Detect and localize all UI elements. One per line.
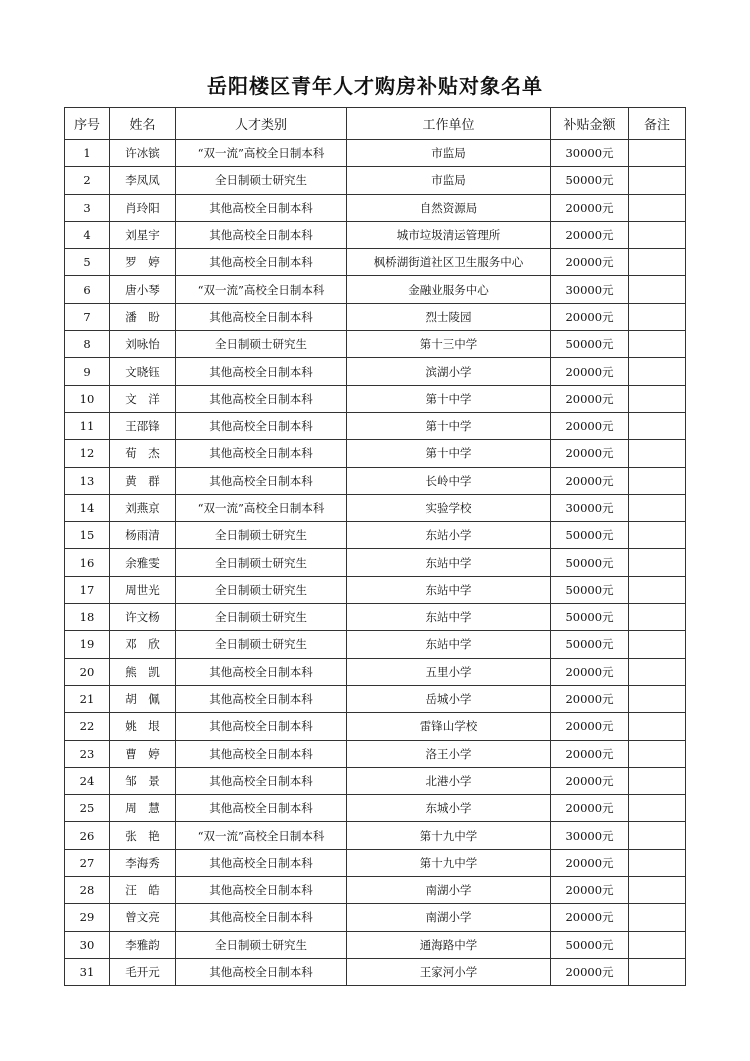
cell-type: 其他高校全日制本科	[176, 221, 347, 248]
cell-type: 全日制硕士研究生	[176, 331, 347, 358]
cell-name: 唐小琴	[110, 276, 176, 303]
cell-unit: 东站中学	[347, 631, 551, 658]
cell-unit: 王家河小学	[347, 958, 551, 985]
cell-unit: 城市垃圾清运管理所	[347, 221, 551, 248]
cell-no: 24	[65, 767, 110, 794]
cell-no: 3	[65, 194, 110, 221]
cell-unit: 东城小学	[347, 795, 551, 822]
table-row	[65, 303, 686, 330]
cell-note	[629, 713, 686, 740]
cell-unit: 自然资源局	[347, 194, 551, 221]
cell-type: 其他高校全日制本科	[176, 658, 347, 685]
cell-no: 8	[65, 331, 110, 358]
table-row	[65, 931, 686, 958]
cell-amount: 50000元	[551, 331, 629, 358]
cell-no: 22	[65, 713, 110, 740]
cell-name: 张 艳	[110, 822, 176, 849]
cell-note	[629, 767, 686, 794]
cell-name: 李海秀	[110, 849, 176, 876]
cell-type: 其他高校全日制本科	[176, 877, 347, 904]
cell-unit: 南湖小学	[347, 904, 551, 931]
table-row	[65, 740, 686, 767]
cell-type: “双一流”高校全日制本科	[176, 822, 347, 849]
table-body	[65, 140, 686, 986]
table-row	[65, 331, 686, 358]
cell-note	[629, 658, 686, 685]
cell-unit: 枫桥湖街道社区卫生服务中心	[347, 249, 551, 276]
cell-amount: 20000元	[551, 685, 629, 712]
cell-unit: 市监局	[347, 167, 551, 194]
cell-unit: 第十九中学	[347, 849, 551, 876]
cell-type: 其他高校全日制本科	[176, 358, 347, 385]
cell-amount: 20000元	[551, 740, 629, 767]
cell-no: 5	[65, 249, 110, 276]
cell-type: 全日制硕士研究生	[176, 604, 347, 631]
cell-name: 刘星宇	[110, 221, 176, 248]
cell-note	[629, 249, 686, 276]
cell-amount: 20000元	[551, 358, 629, 385]
cell-amount: 20000元	[551, 767, 629, 794]
cell-no: 2	[65, 167, 110, 194]
cell-unit: 第十中学	[347, 412, 551, 439]
cell-amount: 30000元	[551, 822, 629, 849]
cell-amount: 20000元	[551, 440, 629, 467]
cell-no: 17	[65, 576, 110, 603]
cell-unit: 金融业服务中心	[347, 276, 551, 303]
cell-amount: 30000元	[551, 140, 629, 167]
cell-no: 29	[65, 904, 110, 931]
cell-type: 其他高校全日制本科	[176, 249, 347, 276]
cell-type: 其他高校全日制本科	[176, 385, 347, 412]
cell-no: 30	[65, 931, 110, 958]
cell-note	[629, 276, 686, 303]
cell-no: 28	[65, 877, 110, 904]
cell-note	[629, 194, 686, 221]
cell-amount: 20000元	[551, 904, 629, 931]
cell-unit: 市监局	[347, 140, 551, 167]
cell-unit: 洛王小学	[347, 740, 551, 767]
cell-no: 1	[65, 140, 110, 167]
header-no: 序号	[65, 108, 110, 140]
cell-amount: 30000元	[551, 276, 629, 303]
cell-note	[629, 167, 686, 194]
cell-note	[629, 822, 686, 849]
table-row	[65, 194, 686, 221]
cell-no: 16	[65, 549, 110, 576]
cell-unit: 第十三中学	[347, 331, 551, 358]
cell-note	[629, 467, 686, 494]
cell-note	[629, 631, 686, 658]
cell-amount: 50000元	[551, 522, 629, 549]
cell-name: 肖玲阳	[110, 194, 176, 221]
cell-amount: 20000元	[551, 467, 629, 494]
cell-type: 其他高校全日制本科	[176, 767, 347, 794]
cell-type: 全日制硕士研究生	[176, 576, 347, 603]
cell-unit: 东站中学	[347, 604, 551, 631]
cell-no: 19	[65, 631, 110, 658]
cell-amount: 20000元	[551, 385, 629, 412]
cell-type: “双一流”高校全日制本科	[176, 276, 347, 303]
cell-type: 全日制硕士研究生	[176, 167, 347, 194]
cell-amount: 20000元	[551, 713, 629, 740]
table-row	[65, 249, 686, 276]
cell-amount: 20000元	[551, 658, 629, 685]
page-title: 岳阳楼区青年人才购房补贴对象名单	[207, 74, 543, 98]
cell-note	[629, 958, 686, 985]
cell-name: 许文杨	[110, 604, 176, 631]
cell-name: 刘燕京	[110, 494, 176, 521]
cell-amount: 20000元	[551, 194, 629, 221]
cell-note	[629, 685, 686, 712]
header-unit: 工作单位	[347, 108, 551, 140]
cell-no: 25	[65, 795, 110, 822]
header-note: 备注	[629, 108, 686, 140]
cell-name: 文 洋	[110, 385, 176, 412]
cell-type: 其他高校全日制本科	[176, 958, 347, 985]
table-row	[65, 549, 686, 576]
cell-unit: 五里小学	[347, 658, 551, 685]
cell-type: 其他高校全日制本科	[176, 713, 347, 740]
cell-name: 黄 群	[110, 467, 176, 494]
cell-no: 10	[65, 385, 110, 412]
cell-type: 其他高校全日制本科	[176, 303, 347, 330]
cell-name: 毛开元	[110, 958, 176, 985]
cell-amount: 50000元	[551, 604, 629, 631]
cell-no: 14	[65, 494, 110, 521]
cell-amount: 50000元	[551, 576, 629, 603]
cell-unit: 东站中学	[347, 549, 551, 576]
table-row	[65, 522, 686, 549]
table-row	[65, 904, 686, 931]
cell-no: 20	[65, 658, 110, 685]
cell-note	[629, 931, 686, 958]
cell-name: 罗 婷	[110, 249, 176, 276]
cell-unit: 第十中学	[347, 385, 551, 412]
cell-name: 刘咏怡	[110, 331, 176, 358]
cell-name: 曹 婷	[110, 740, 176, 767]
table-row	[65, 767, 686, 794]
cell-no: 12	[65, 440, 110, 467]
cell-no: 27	[65, 849, 110, 876]
cell-no: 9	[65, 358, 110, 385]
cell-note	[629, 358, 686, 385]
cell-unit: 东站小学	[347, 522, 551, 549]
cell-name: 王邵锋	[110, 412, 176, 439]
cell-amount: 20000元	[551, 877, 629, 904]
cell-no: 4	[65, 221, 110, 248]
cell-amount: 50000元	[551, 931, 629, 958]
cell-no: 18	[65, 604, 110, 631]
cell-unit: 北港小学	[347, 767, 551, 794]
cell-name: 熊 凯	[110, 658, 176, 685]
cell-note	[629, 604, 686, 631]
cell-no: 15	[65, 522, 110, 549]
cell-note	[629, 440, 686, 467]
table-row	[65, 167, 686, 194]
table-row	[65, 494, 686, 521]
cell-amount: 20000元	[551, 221, 629, 248]
cell-type: 其他高校全日制本科	[176, 685, 347, 712]
cell-type: 全日制硕士研究生	[176, 522, 347, 549]
table-row	[65, 658, 686, 685]
cell-unit: 长岭中学	[347, 467, 551, 494]
cell-name: 曾文亮	[110, 904, 176, 931]
table-row	[65, 358, 686, 385]
cell-note	[629, 576, 686, 603]
cell-note	[629, 795, 686, 822]
cell-name: 潘 盼	[110, 303, 176, 330]
cell-type: 全日制硕士研究生	[176, 549, 347, 576]
table-row	[65, 604, 686, 631]
cell-note	[629, 877, 686, 904]
cell-type: 其他高校全日制本科	[176, 904, 347, 931]
cell-unit: 雷锋山学校	[347, 713, 551, 740]
cell-type: 其他高校全日制本科	[176, 440, 347, 467]
cell-name: 文晓钰	[110, 358, 176, 385]
table-header-row	[65, 108, 686, 140]
cell-name: 汪 皓	[110, 877, 176, 904]
cell-type: 其他高校全日制本科	[176, 849, 347, 876]
cell-no: 21	[65, 685, 110, 712]
cell-name: 李雅韵	[110, 931, 176, 958]
table-row	[65, 795, 686, 822]
cell-unit: 岳城小学	[347, 685, 551, 712]
header-amount: 补贴金额	[551, 108, 629, 140]
cell-no: 31	[65, 958, 110, 985]
cell-unit: 第十中学	[347, 440, 551, 467]
cell-type: 全日制硕士研究生	[176, 631, 347, 658]
cell-note	[629, 385, 686, 412]
cell-name: 姚 垠	[110, 713, 176, 740]
cell-type: “双一流”高校全日制本科	[176, 494, 347, 521]
table-row	[65, 440, 686, 467]
table-row	[65, 713, 686, 740]
cell-unit: 实验学校	[347, 494, 551, 521]
cell-name: 周 慧	[110, 795, 176, 822]
cell-note	[629, 303, 686, 330]
cell-note	[629, 140, 686, 167]
cell-amount: 50000元	[551, 167, 629, 194]
subsidy-roster-table	[64, 107, 686, 986]
cell-note	[629, 221, 686, 248]
cell-note	[629, 494, 686, 521]
cell-amount: 20000元	[551, 412, 629, 439]
cell-note	[629, 331, 686, 358]
cell-unit: 滨湖小学	[347, 358, 551, 385]
cell-unit: 烈士陵园	[347, 303, 551, 330]
cell-name: 邹 景	[110, 767, 176, 794]
table-row	[65, 140, 686, 167]
table-row	[65, 849, 686, 876]
cell-note	[629, 412, 686, 439]
cell-amount: 50000元	[551, 549, 629, 576]
cell-unit: 南湖小学	[347, 877, 551, 904]
table-row	[65, 958, 686, 985]
table-row	[65, 221, 686, 248]
cell-no: 13	[65, 467, 110, 494]
table-row	[65, 276, 686, 303]
table-row	[65, 385, 686, 412]
cell-type: “双一流”高校全日制本科	[176, 140, 347, 167]
cell-amount: 20000元	[551, 303, 629, 330]
cell-name: 周世光	[110, 576, 176, 603]
cell-name: 许冰镔	[110, 140, 176, 167]
cell-amount: 20000元	[551, 249, 629, 276]
cell-no: 23	[65, 740, 110, 767]
cell-no: 7	[65, 303, 110, 330]
cell-amount: 20000元	[551, 849, 629, 876]
cell-amount: 20000元	[551, 795, 629, 822]
table-row	[65, 877, 686, 904]
cell-note	[629, 904, 686, 931]
cell-name: 胡 佩	[110, 685, 176, 712]
cell-name: 邓 欣	[110, 631, 176, 658]
cell-unit: 第十九中学	[347, 822, 551, 849]
cell-type: 其他高校全日制本科	[176, 795, 347, 822]
cell-amount: 30000元	[551, 494, 629, 521]
cell-type: 其他高校全日制本科	[176, 412, 347, 439]
header-name: 姓名	[110, 108, 176, 140]
cell-amount: 50000元	[551, 631, 629, 658]
table-row	[65, 822, 686, 849]
cell-no: 26	[65, 822, 110, 849]
cell-no: 11	[65, 412, 110, 439]
cell-no: 6	[65, 276, 110, 303]
cell-name: 杨雨清	[110, 522, 176, 549]
table-row	[65, 467, 686, 494]
table-row	[65, 631, 686, 658]
cell-name: 李凤凤	[110, 167, 176, 194]
cell-type: 其他高校全日制本科	[176, 194, 347, 221]
cell-name: 余雅雯	[110, 549, 176, 576]
cell-unit: 东站中学	[347, 576, 551, 603]
table-row	[65, 576, 686, 603]
cell-note	[629, 849, 686, 876]
cell-type: 全日制硕士研究生	[176, 931, 347, 958]
table-row	[65, 685, 686, 712]
cell-name: 荀 杰	[110, 440, 176, 467]
cell-note	[629, 549, 686, 576]
cell-amount: 20000元	[551, 958, 629, 985]
cell-note	[629, 522, 686, 549]
header-type: 人才类别	[176, 108, 347, 140]
cell-type: 其他高校全日制本科	[176, 740, 347, 767]
cell-note	[629, 740, 686, 767]
table-row	[65, 412, 686, 439]
cell-type: 其他高校全日制本科	[176, 467, 347, 494]
cell-unit: 通海路中学	[347, 931, 551, 958]
